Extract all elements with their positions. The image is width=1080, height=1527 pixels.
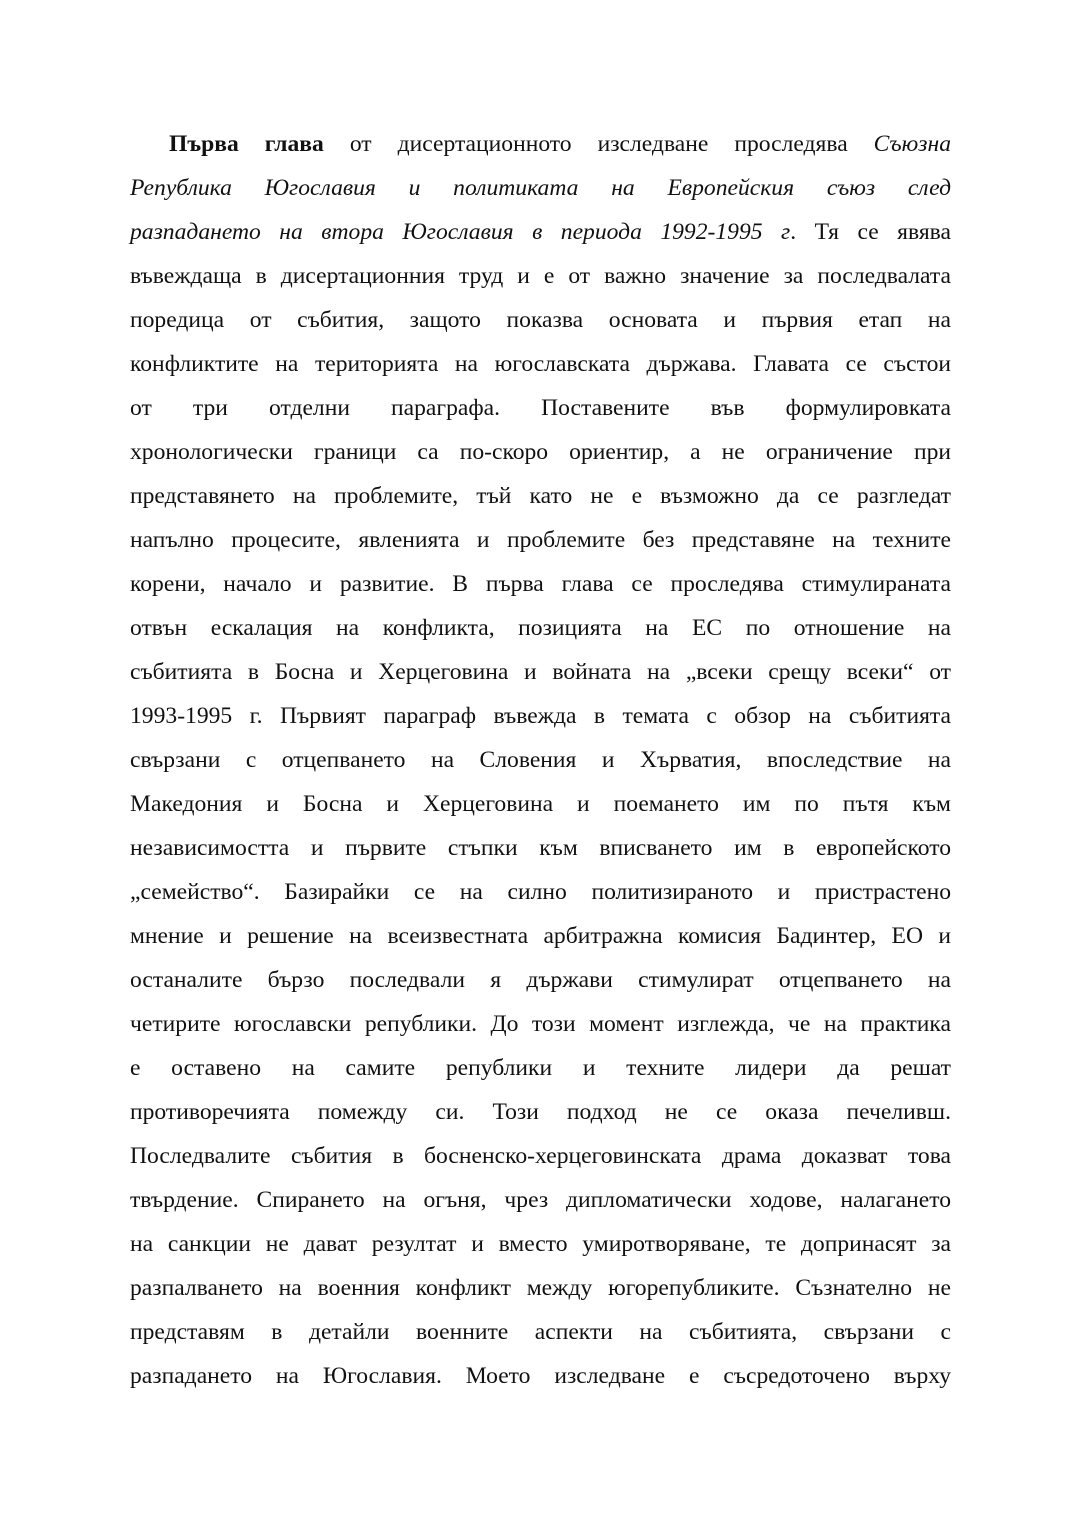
paragraph-line-20: останалите бързо последвали я държави стимулират отцепването на [130,967,951,993]
paragraph-line-27: разпалването на военния конфликт между югорепубликите. Съзнателно не [130,1275,951,1301]
paragraph-line-26: на санкции не дават резултат и вместо умиротворяване, те допринасят за [130,1231,951,1257]
line-text: . Тя се явява [790,219,951,245]
paragraph-line-15: свързани с отцепването на Словения и Хърватия, впоследствие на [130,747,951,773]
paragraph-line-17: независимостта и първите стъпки към вписването им в европейското [130,835,951,861]
paragraph-line-24: Последвалите събития в босненско-херцеговинската драма доказват това [130,1143,951,1169]
paragraph-line-8: хронологически граници са по-скоро ориентир, а не ограничение при [130,439,951,465]
paragraph-line-13: събитията в Босна и Херцеговина и войната на „всеки срещу всеки“ от [130,659,951,685]
paragraph-line-5: поредица от събития, защото показва основата и първия етап на [130,307,951,333]
chapter-title-italic: разпадането на втора Югославия в периода 1992-1995 г [130,219,791,245]
paragraph-line-23: противоречията помежду си. Този подход не се оказа печеливш. [130,1099,951,1125]
paragraph-line-19: мнение и решение на всеизвестната арбитражна комисия Бадинтер, ЕО и [130,923,951,949]
paragraph-line-9: представянето на проблемите, тъй като не е възможно да се разгледат [130,483,951,509]
chapter-title-italic: Съюзна [873,131,951,157]
paragraph-line-4: въвеждаща в дисертационния труд и е от важно значение за последвалата [130,263,951,289]
paragraph-line-21: четирите югославски републики. До този момент изглежда, че на практика [130,1011,951,1037]
paragraph-line-12: отвън ескалация на конфликта, позицията на ЕС по отношение на [130,615,951,641]
paragraph-line-7: от три отделни параграфа. Поставените във формулировката [130,395,951,421]
paragraph-line-16: Македония и Босна и Херцеговина и поемането им по пътя към [130,791,951,817]
paragraph-line-29: разпадането на Югославия. Моето изследване е съсредоточено върху [130,1363,951,1389]
paragraph-line-3 [130,210,951,254]
chapter-heading-emphasis: Първа глава [169,131,324,157]
paragraph-line-18: „семейство“. Базирайки се на силно политизираното и пристрастено [130,879,951,905]
line-text: от дисертационното изследване проследява [323,131,874,157]
paragraph-line-1 [130,122,951,166]
body-paragraph [130,122,951,1398]
paragraph-line-11: корени, начало и развитие. В първа глава се проследява стимулираната [130,571,951,597]
paragraph-line-2 [130,166,951,210]
paragraph-line-6: конфликтите на територията на югославската държава. Главата се състои [130,351,951,377]
paragraph-line-14: 1993-1995 г. Първият параграф въвежда в темата с обзор на събитията [130,703,951,729]
paragraph-line-22: е оставено на самите републики и техните лидери да решат [130,1055,951,1081]
paragraph-line-10: напълно процесите, явленията и проблемите без представяне на техните [130,527,951,553]
paragraph-line-25: твърдение. Спирането на огъня, чрез дипломатически ходове, налагането [130,1187,951,1213]
paragraph-line-28: представям в детайли военните аспекти на събитията, свързани с [130,1319,951,1345]
chapter-title-italic: Република Югославия и политиката на Европейския съюз след [130,175,951,201]
